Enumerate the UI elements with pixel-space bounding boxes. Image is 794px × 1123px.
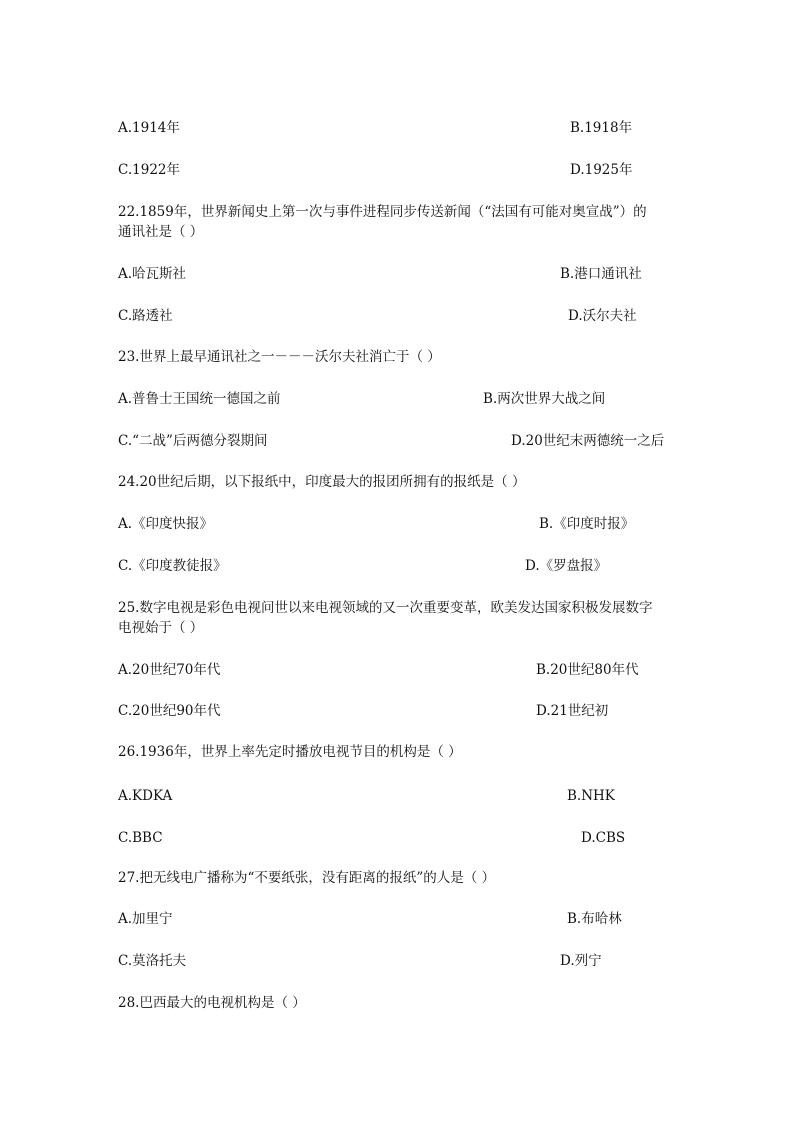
option-d: D.沃尔夫社 xyxy=(568,308,637,324)
option-c: C.“二战”后两德分裂期间 xyxy=(118,433,268,449)
question-27-stem: 27.把无线电广播称为“不要纸张，没有距离的报纸”的人是（ ） xyxy=(118,870,496,886)
option-d: D.CBS xyxy=(581,830,626,846)
question-25-stem-line-2: 电视始于（ ） xyxy=(118,620,204,636)
option-c: C.路透社 xyxy=(118,308,173,324)
option-c: C.1922年 xyxy=(118,162,180,178)
question-26-stem: 26.1936年，世界上率先定时播放电视节目的机构是（ ） xyxy=(118,744,462,760)
question-22-stem-line-1: 22.1859年，世界新闻史上第一次与事件进程同步传送新闻（“法国有可能对奥宣战”）的 xyxy=(118,204,647,220)
option-a: A.普鲁士王国统一德国之前 xyxy=(118,391,281,407)
option-a: A.哈瓦斯社 xyxy=(118,266,187,282)
option-d: D.列宁 xyxy=(560,953,602,969)
option-d: D.21世纪初 xyxy=(536,703,609,719)
option-b: B.NHK xyxy=(567,788,615,804)
option-a: A.加里宁 xyxy=(118,911,173,927)
question-24-stem: 24.20世纪后期，以下报纸中，印度最大的报团所拥有的报纸是（ ） xyxy=(118,474,526,490)
question-25-stem-line-1: 25.数字电视是彩色电视问世以来电视领域的又一次重要变革，欧美发达国家积极发展数字 xyxy=(118,600,653,616)
question-28-stem: 28.巴西最大的电视机构是（ ） xyxy=(118,995,306,1011)
option-c: C.《印度教徒报》 xyxy=(118,558,227,574)
option-c: C.20世纪90年代 xyxy=(118,703,221,719)
option-a: A.1914年 xyxy=(118,120,180,136)
option-b: B.布哈林 xyxy=(567,911,622,927)
option-b: B.1918年 xyxy=(570,120,633,136)
option-c: C.BBC xyxy=(118,830,163,846)
option-b: B.两次世界大战之间 xyxy=(483,391,606,407)
option-d: D.1925年 xyxy=(570,162,633,178)
option-a: A.20世纪70年代 xyxy=(118,662,221,678)
option-b: B.20世纪80年代 xyxy=(536,662,639,678)
option-b: B.港口通讯社 xyxy=(560,266,642,282)
option-b: B.《印度时报》 xyxy=(539,516,635,532)
option-a: A.《印度快报》 xyxy=(118,516,214,532)
option-a: A.KDKA xyxy=(118,788,173,804)
option-d: D.20世纪末两德统一之后 xyxy=(511,433,665,449)
question-22-stem-line-2: 通讯社是（ ） xyxy=(118,224,204,240)
option-c: C.莫洛托夫 xyxy=(118,953,187,969)
option-d: D.《罗盘报》 xyxy=(525,558,608,574)
question-23-stem: 23.世界上最早通讯社之一－－－沃尔夫社消亡于（ ） xyxy=(118,349,441,365)
